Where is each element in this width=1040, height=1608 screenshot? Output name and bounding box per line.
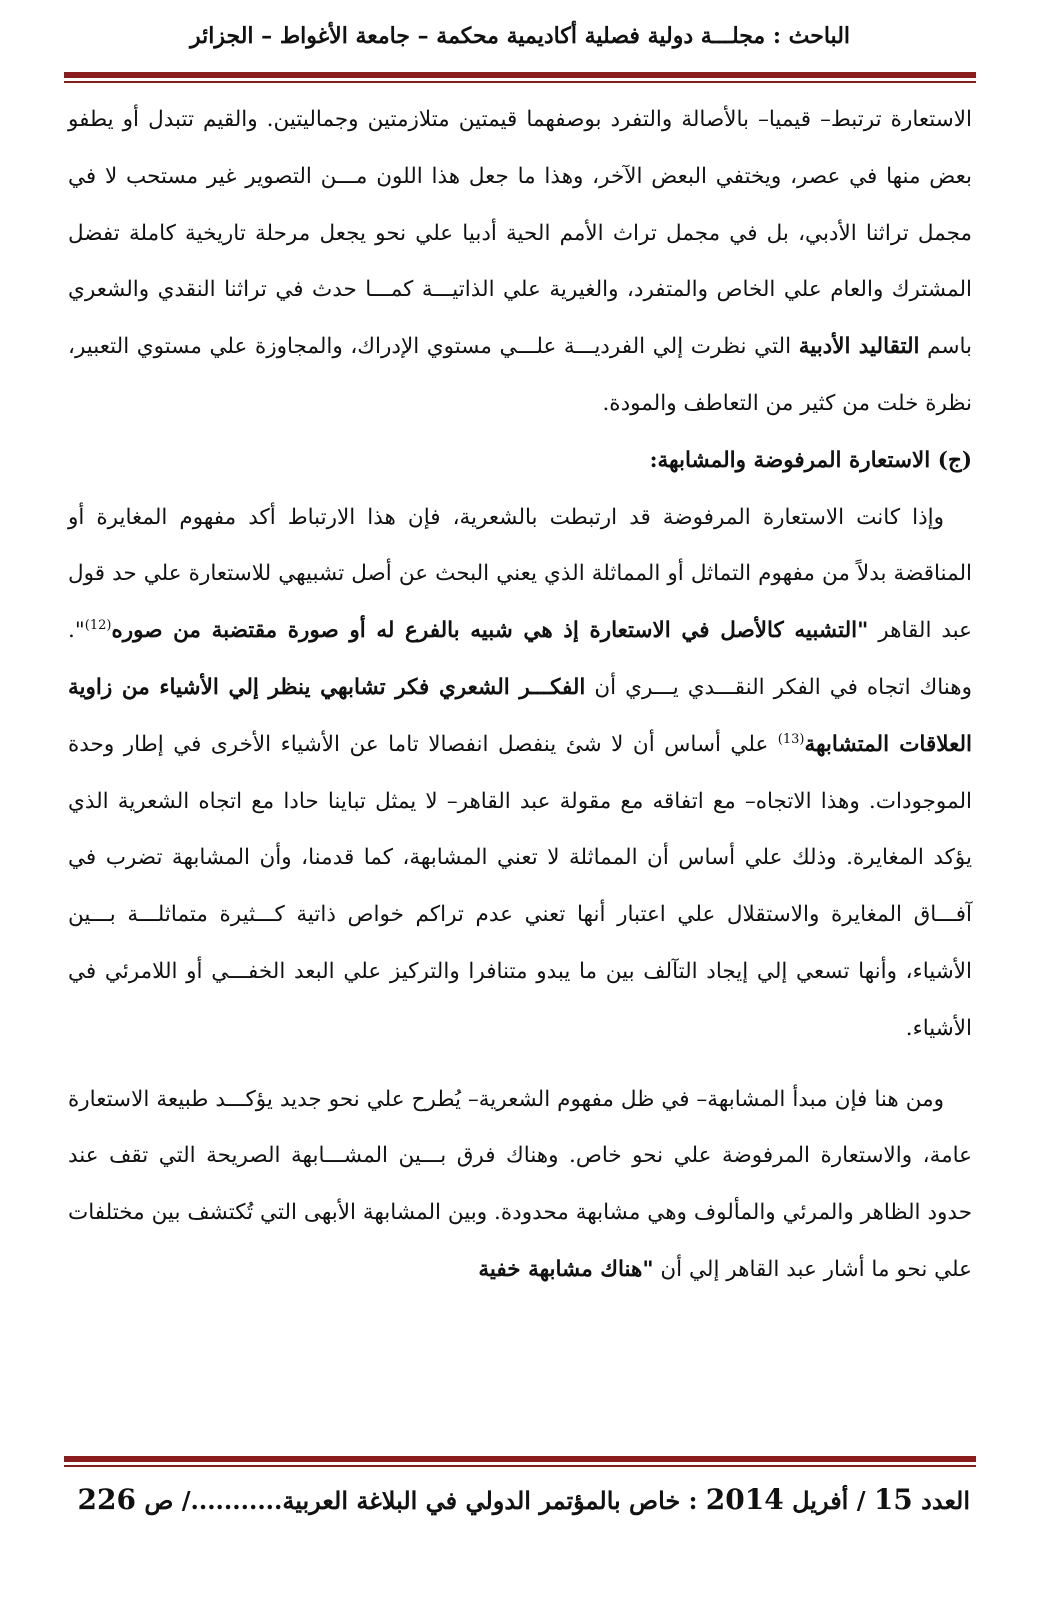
issue-year: 2014 bbox=[705, 1483, 784, 1516]
paragraph-2-part-c: علي أساس أن لا شئ ينفصل انفصالا تاما عن الأشياء الأخرى في إطار وحدة الموجودات. وهذا الاتجاه– مع اتفاقه مع مقولة عبد القاهر– لا يمثل تباينا حادا مع اتجاه الشعرية الذي يؤكد المغايرة. وذلك علي أساس أن المماثلة لا تعني المشابهة، كما قدمنا، وأن المشابهة تضرب في آفـــاق المغايرة والاستقلال علي اعتبار أنها تعني عدم تراكم خواص ذاتية كـــثيرة متماثلـــة بـــين الأشياء، وأنها تسعي إلي إيجاد التآلف بين ما يبدو متنافرا والتركيز علي البعد الخفـــي أو اللامرئي في الأشياء. bbox=[68, 731, 972, 1041]
footer-divider bbox=[64, 1456, 976, 1467]
footnote-ref-13: (13) bbox=[777, 731, 805, 747]
page-number: 226 bbox=[77, 1483, 136, 1516]
header-rule-thick bbox=[64, 72, 976, 78]
header-divider bbox=[64, 72, 976, 83]
article-body bbox=[68, 92, 972, 1448]
issue-label: العدد bbox=[921, 1486, 970, 1515]
paragraph-1 bbox=[68, 92, 972, 433]
paragraph-1-end: التي نظرت إلي الفرديـــة علـــي مستوي الإدراك، والمجاوزة علي مستوي التعبير، نظرة خلت من كثير من التعاطف والمودة. bbox=[68, 334, 972, 416]
section-heading: (ج) الاستعارة المرفوضة والمشابهة: bbox=[649, 447, 972, 473]
journal-footer bbox=[70, 1480, 970, 1519]
paragraph-3-quote: "هناك مشابهة خفية bbox=[478, 1256, 654, 1282]
paragraph-2 bbox=[68, 490, 972, 1058]
paragraph-2-part-b: ". وهناك اتجاه في الفكر النقـــدي يـــري أن bbox=[68, 618, 973, 700]
paragraph-2-quote-1: "التشبيه كالأصل في الاستعارة إذ هي شبيه بالفرع له أو صورة مقتضبة من صوره bbox=[111, 618, 869, 644]
paragraph-1-bold-term: التقاليد الأدبية bbox=[798, 334, 920, 360]
paragraph-2-part-a: وإذا كانت الاستعارة المرفوضة قد ارتبطت بالشعرية، فإن هذا الارتباط أكد مفهوم المغايرة أو المناقضة بدلاً من مفهوم التماثل أو المماثلة الذي يعني البحث عن أصل تشبيهي للاستعارة علي حد قول عبد القاهر bbox=[68, 504, 972, 644]
footer-rule-thick bbox=[64, 1456, 976, 1462]
issue-topic: : خاص بالمؤتمر الدولي في البلاغة العربية.........../ ص bbox=[144, 1486, 698, 1515]
header-rule-thin bbox=[64, 81, 976, 83]
paragraph-1-text: الاستعارة ترتبط– قيميا– بالأصالة والتفرد بوصفهما قيمتين متلازمتين وجماليتين. والقيم تتبدل أو يطفو بعض منها في عصر، ويختفي البعض الآخر، وهذا ما جعل هذا اللون مـــن التصوير غير مستحب لا في مجمل تراثنا الأدبي، بل في مجمل تراث الأمم الحية أدبيا علي نحو يجعل مرحلة تاريخية كاملة تفضل المشترك والعام علي الخاص والمتفرد، والغيرية علي الذاتيـــة كمـــا حدث في تراثنا النقدي والشعري باسم bbox=[68, 107, 972, 360]
paragraph-gap bbox=[68, 1058, 972, 1072]
journal-header bbox=[70, 22, 970, 52]
footer-rule-thin bbox=[64, 1465, 976, 1467]
issue-month: أفريل bbox=[792, 1486, 849, 1515]
issue-number: 15 bbox=[873, 1483, 913, 1516]
paragraph-3-text: ومن هنا فإن مبدأ المشابهة– في ظل مفهوم الشعرية– يُطرح علي نحو جديد يؤكـــد طبيعة الاستعارة عامة، والاستعارة المرفوضة علي نحو خاص. وهناك فرق بـــين المشـــابهة الصريحة التي تقف عند حدود الظاهر والمرئي والمألوف وهي مشابهة محدودة. وبين المشابهة الأبهى التي تُكتشف بين مختلفات علي نحو ما أشار عبد القاهر إلي أن bbox=[68, 1086, 972, 1282]
footer-separator: / bbox=[856, 1486, 866, 1515]
footnote-ref-12: (12) bbox=[84, 618, 112, 634]
paragraph-3 bbox=[68, 1072, 972, 1299]
paragraph-2-quote-2: الفكـــر الشعري فكر تشابهي ينظر إلي الأشياء من زاوية العلاقات المتشابهة bbox=[68, 674, 972, 757]
header-text: الباحث : مجلـــة دولية فصلية أكاديمية محكمة – جامعة الأغواط – الجزائر bbox=[189, 23, 851, 49]
